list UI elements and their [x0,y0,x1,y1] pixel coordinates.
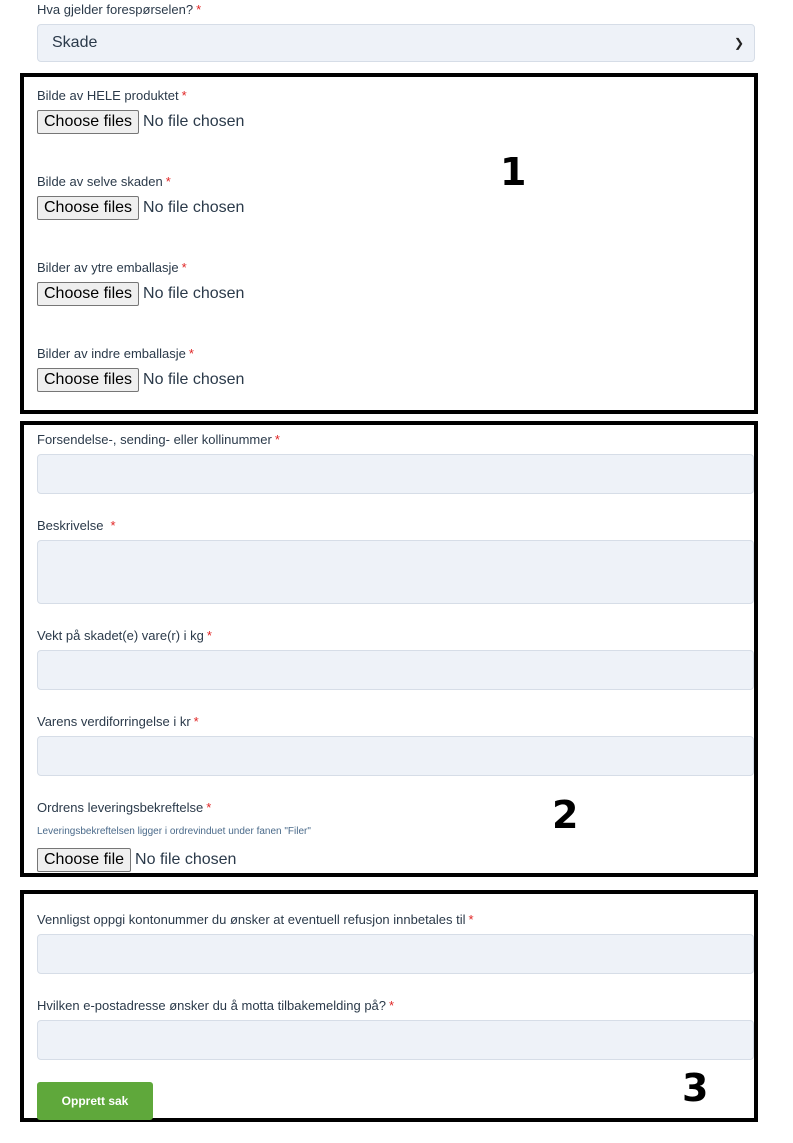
request-type-value: Skade [52,34,98,51]
delivery-confirmation-label: Ordrens leveringsbekreftelse * [37,800,212,815]
chevron-down-icon: ❯ [733,36,744,50]
inner-packaging-file-status: No file chosen [143,371,245,388]
outer-packaging-file-input [37,282,244,306]
damage-file-status: No file chosen [143,199,245,216]
whole-product-file-status: No file chosen [143,113,245,130]
email-input[interactable] [37,1020,754,1060]
request-type-label: Hva gjelder forespørselen? * [37,2,202,17]
outer-packaging-photo-label: Bilder av ytre emballasje * [37,260,187,275]
outer-packaging-file-status: No file chosen [143,285,245,302]
value-loss-input[interactable] [37,736,754,776]
description-textarea[interactable] [37,540,754,604]
shipment-number-input[interactable] [37,454,754,494]
inner-packaging-choose-files-button[interactable]: Choose files [37,368,139,392]
weight-input[interactable] [37,650,754,690]
delivery-file-status: No file chosen [135,851,237,868]
damage-photo-file-input [37,196,244,220]
delivery-confirmation-file-input [37,848,236,872]
inner-packaging-photo-label: Bilder av indre emballasje * [37,346,194,361]
delivery-confirmation-hint: Leveringsbekreftelsen ligger i ordrevinduet under fanen "Filer" [37,826,311,837]
shipment-number-label: Forsendelse-, sending- eller kollinummer * [37,432,280,447]
section-2-number: 2 [552,793,579,837]
whole-product-photo-file-input [37,110,244,134]
request-type-select[interactable] [37,24,755,62]
damage-choose-files-button[interactable]: Choose files [37,196,139,220]
weight-label: Vekt på skadet(e) vare(r) i kg * [37,628,212,643]
delivery-choose-file-button[interactable]: Choose file [37,848,131,872]
create-case-button[interactable]: Opprett sak [37,1082,153,1120]
outer-packaging-choose-files-button[interactable]: Choose files [37,282,139,306]
whole-product-choose-files-button[interactable]: Choose files [37,110,139,134]
email-label: Hvilken e-postadresse ønsker du å motta tilbakemelding på? * [37,998,395,1013]
value-loss-label: Varens verdiforringelse i kr * [37,714,199,729]
section-1-number: 1 [500,150,527,194]
account-number-input[interactable] [37,934,754,974]
damage-photo-label: Bilde av selve skaden * [37,174,171,189]
description-label: Beskrivelse * [37,518,116,533]
whole-product-photo-label: Bilde av HELE produktet * [37,88,187,103]
section-3-number: 3 [682,1066,709,1110]
account-number-label: Vennligst oppgi kontonummer du ønsker at eventuell refusjon innbetales til * [37,912,474,927]
inner-packaging-file-input [37,368,244,392]
